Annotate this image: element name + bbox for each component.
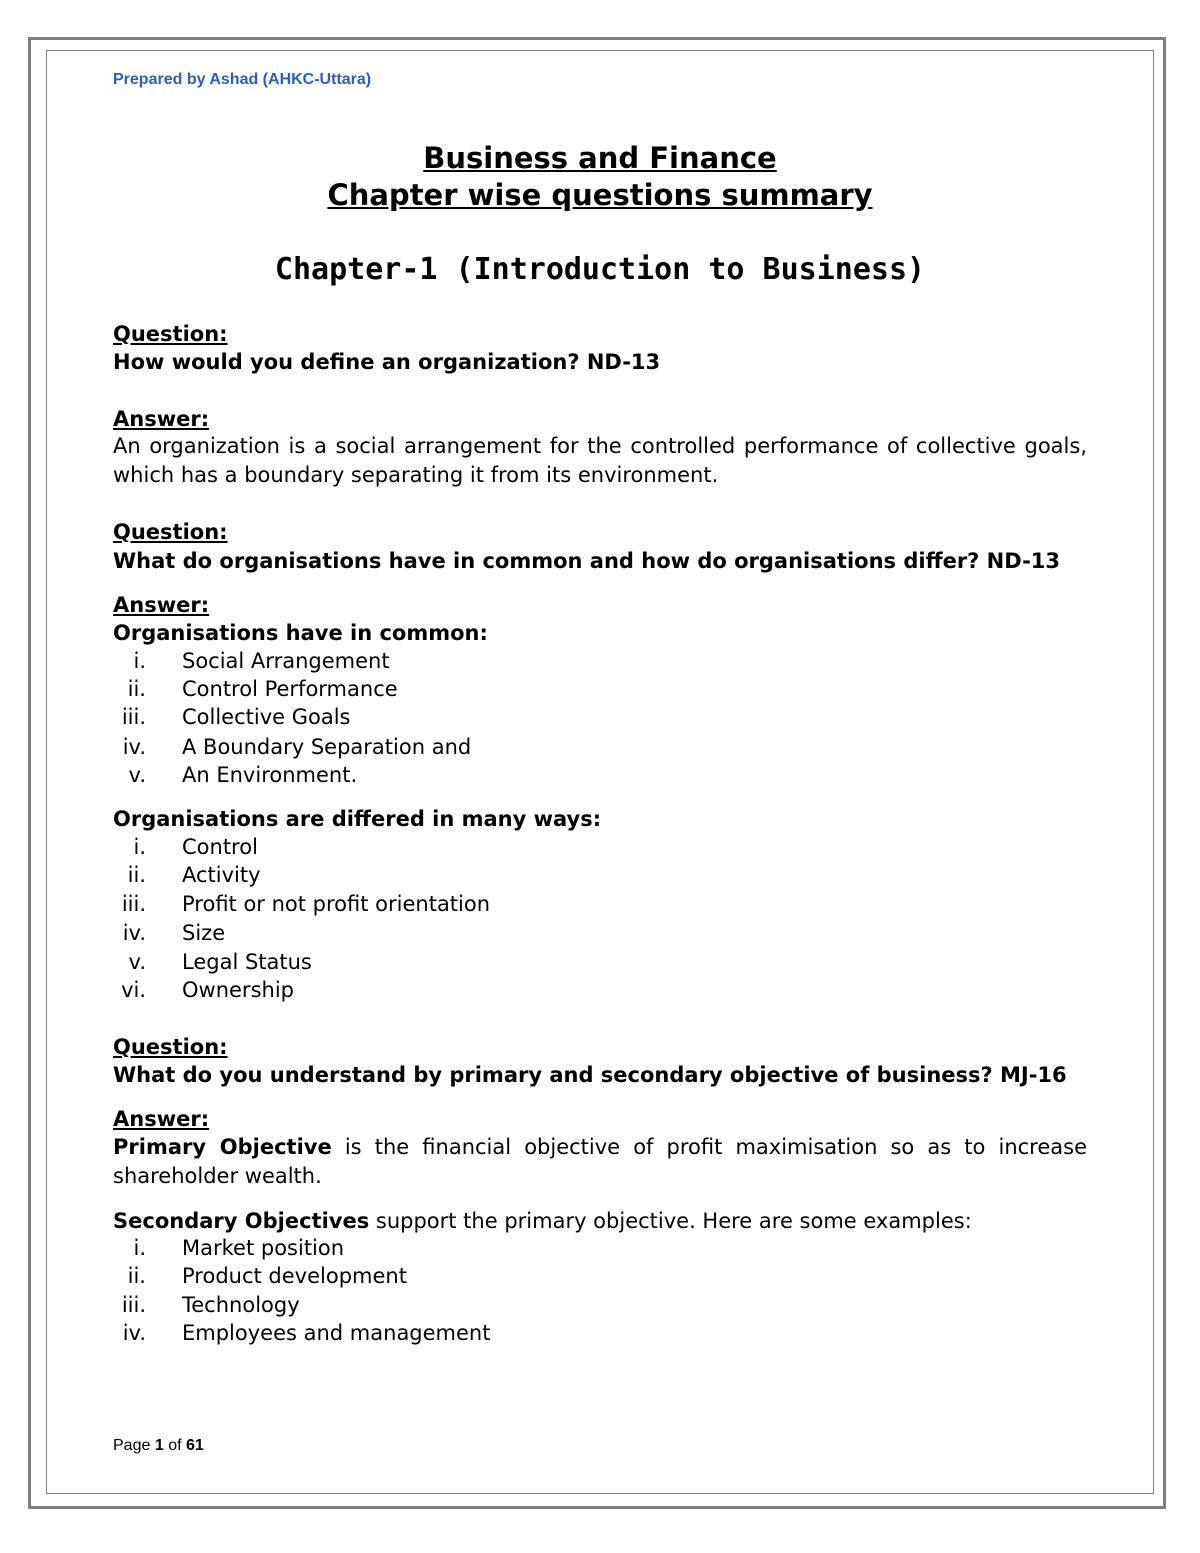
list-item: Size (182, 921, 226, 945)
secondary-objectives-paragraph (113, 1207, 1087, 1235)
question-label: Question: (113, 1035, 228, 1059)
list-item-number: iv. (122, 921, 146, 945)
list-item: Activity (182, 863, 261, 887)
question-3-text: What do you understand by primary and secondary objective of business? MJ-16 (113, 1063, 1067, 1087)
list-item: Control (182, 835, 258, 859)
list-item: Social Arrangement (182, 649, 390, 673)
answer-label: Answer: (113, 593, 210, 617)
current-page: 1 (154, 1437, 164, 1454)
list-item: Ownership (182, 978, 294, 1002)
list-item-number: vi. (121, 978, 146, 1002)
list-item: Legal Status (182, 950, 312, 974)
answer-label: Answer: (113, 407, 210, 431)
list-item: A Boundary Separation and (182, 735, 472, 759)
list-item-number: iii. (121, 1293, 146, 1317)
list-item-number: v. (128, 950, 146, 974)
list-item-number: i. (133, 649, 146, 673)
answer-label: Answer: (113, 1107, 210, 1131)
list-item-number: ii. (127, 1264, 146, 1288)
list-item: Technology (182, 1293, 300, 1317)
question-label: Question: (113, 322, 228, 346)
document-title: Business and Finance (423, 141, 777, 175)
primary-objective-text: is the financial objective of profit maximisation so as to increase shareholder wealth. (113, 1135, 1087, 1188)
list-item: Market position (182, 1236, 345, 1260)
primary-objective-paragraph (113, 1133, 1087, 1191)
document-subtitle: Chapter wise questions summary (327, 178, 873, 212)
list-item: Employees and management (182, 1321, 491, 1345)
common-heading: Organisations have in common: (113, 621, 488, 645)
answer-1-text: An organization is a social arrangement for the controlled performance of collective goals, which has a boundary separating it from its environment. (113, 434, 1087, 487)
list-item: Product development (182, 1264, 407, 1288)
list-item-number: iii. (121, 705, 146, 729)
list-item-number: i. (133, 835, 146, 859)
question-label: Question: (113, 520, 228, 544)
list-item-number: ii. (127, 863, 146, 887)
list-item-number: i. (133, 1236, 146, 1260)
question-2-text: What do organisations have in common and how do organisations differ? ND-13 (113, 549, 1061, 573)
chapter-heading: Chapter-1 (Introduction to Business) (274, 252, 926, 287)
list-item-number: ii. (127, 677, 146, 701)
secondary-objectives-term: Secondary Objectives (113, 1209, 370, 1233)
page-word: Page (113, 1437, 151, 1454)
list-item: Control Performance (182, 677, 398, 701)
list-item-number: v. (128, 763, 146, 787)
secondary-objectives-text: support the primary objective. Here are some examples: (369, 1209, 972, 1233)
page-number (113, 1437, 204, 1455)
list-item-number: iii. (121, 892, 146, 916)
question-1-text: How would you define an organization? ND-13 (113, 350, 661, 374)
list-item: Collective Goals (182, 705, 351, 729)
list-item: An Environment. (182, 763, 358, 787)
differ-heading: Organisations are differed in many ways: (113, 807, 602, 831)
list-item: Profit or not profit orientation (182, 892, 491, 916)
primary-objective-term: Primary Objective (113, 1135, 332, 1159)
total-pages: 61 (185, 1437, 204, 1454)
list-item-number: iv. (122, 735, 146, 759)
prepared-by-header: Prepared by Ashad (AHKC-Uttara) (113, 71, 372, 88)
of-word: of (168, 1437, 182, 1454)
list-item-number: iv. (122, 1321, 146, 1345)
